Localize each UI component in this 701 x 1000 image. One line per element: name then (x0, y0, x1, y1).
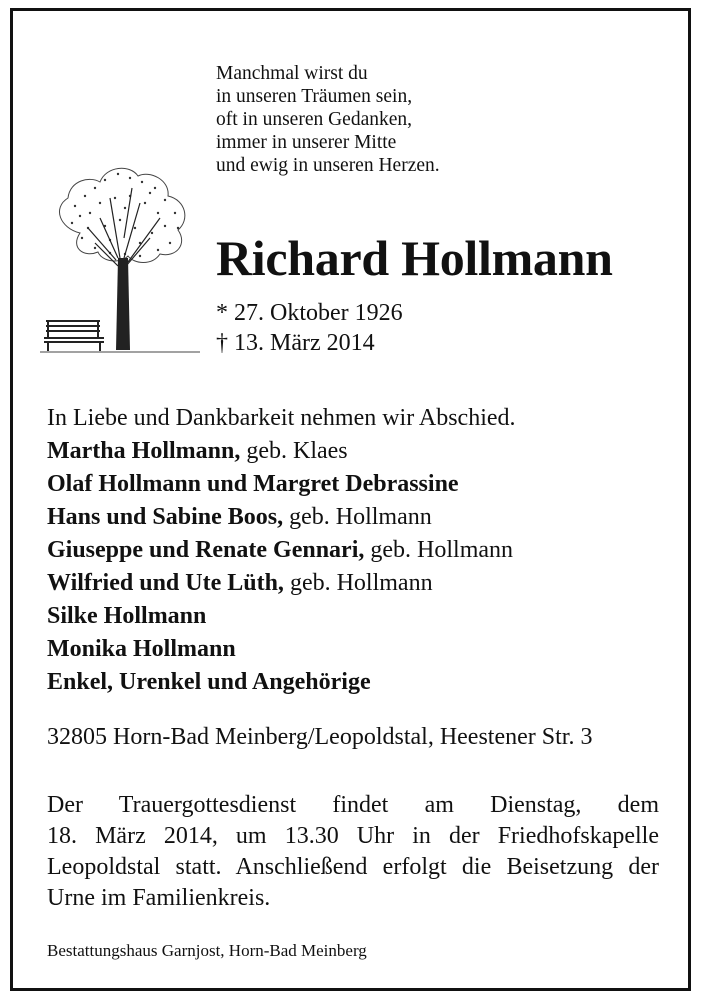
service-line: Der Trauergottesdienst findet am Dienstag, dem (47, 792, 659, 818)
mourner-line: Silke Hollmann (47, 603, 207, 629)
mourner-line: Monika Hollmann (47, 636, 236, 662)
poem-line: immer in unserer Mitte (216, 132, 397, 153)
service-line: 18. März 2014, um 13.30 Uhr in der Friedhofskapelle (47, 823, 659, 849)
mourners-list (47, 402, 516, 699)
funeral-home: Bestattungshaus Garnjost, Horn-Bad Meinberg (47, 941, 367, 960)
mourner-line: Martha Hollmann, geb. Klaes (47, 438, 348, 464)
mourner-line: Olaf Hollmann und Margret Debrassine (47, 471, 459, 497)
mourner-line: Giuseppe und Renate Gennari, geb. Hollmann (47, 537, 514, 563)
service-line: Leopoldstal statt. Anschließend erfolgt die Beisetzung der (47, 854, 659, 880)
farewell-intro: In Liebe und Dankbarkeit nehmen wir Abschied. (47, 405, 516, 431)
poem-line: und ewig in unseren Herzen. (216, 155, 440, 176)
poem (216, 62, 440, 177)
birth-date: * 27. Oktober 1926 (216, 300, 403, 326)
poem-line: Manchmal wirst du (216, 63, 368, 84)
mourner-line: Wilfried und Ute Lüth, geb. Hollmann (47, 570, 433, 596)
mourner-line: Hans und Sabine Boos, geb. Hollmann (47, 504, 432, 530)
death-date: † 13. März 2014 (216, 330, 375, 356)
service-line: Urne im Familienkreis. (47, 885, 271, 911)
life-dates (216, 298, 403, 358)
service-announcement (47, 790, 659, 914)
poem-line: oft in unseren Gedanken, (216, 109, 413, 130)
family-address: 32805 Horn-Bad Meinberg/Leopoldstal, Heestener Str. 3 (47, 724, 593, 750)
tree-and-bench-icon (40, 158, 200, 358)
mourner-line: Enkel, Urenkel und Angehörige (47, 669, 371, 695)
poem-line: in unseren Träumen sein, (216, 86, 413, 107)
deceased-name: Richard Hollmann (216, 230, 613, 286)
